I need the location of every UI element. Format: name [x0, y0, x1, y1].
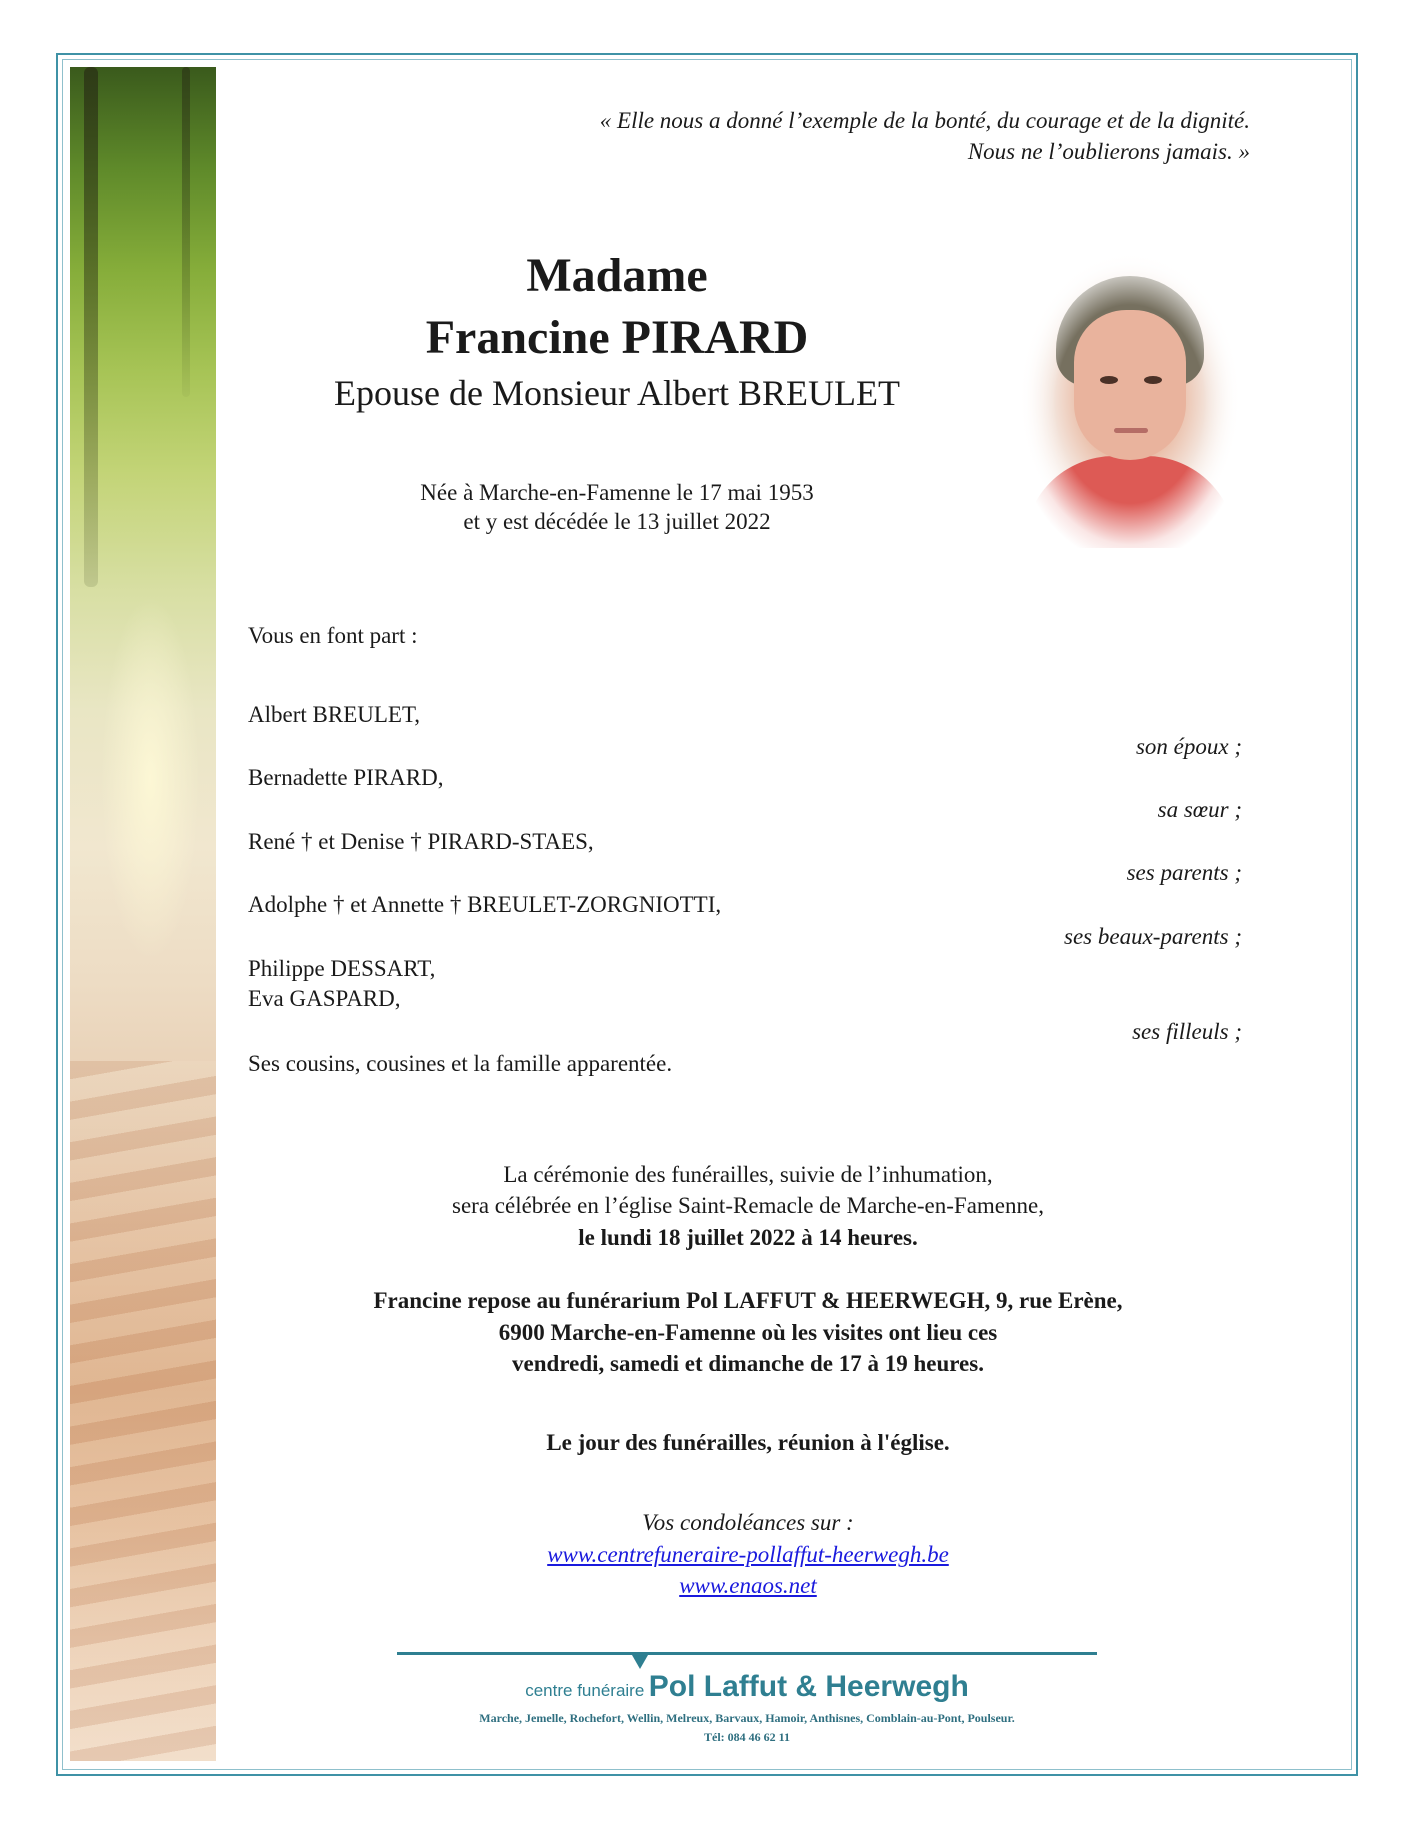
deceased-name: Francine PIRARD [425, 311, 809, 364]
condolences-link-enaos[interactable]: www.enaos.net [679, 1573, 817, 1598]
deceased-portrait [1016, 248, 1244, 548]
quote-line-1: « Elle nous a donné l’exemple de la bonté, du courage et de la dignité. [599, 108, 1250, 133]
quote-line-2: Nous ne l’oublierons jamais. » [967, 139, 1250, 164]
forest-path-photo [70, 67, 216, 1761]
forest-path-decoration [70, 1061, 216, 1761]
footer-logo-brand: Pol Laffut & Heerwegh [648, 1670, 969, 1703]
relative-role: son époux ; [1135, 734, 1242, 759]
footer-towns: Marche, Jemelle, Rochefort, Wellin, Melreux, Barvaux, Hamoir, Anthisnes, Comblain-au-Pont, Poulseur. [479, 1711, 1015, 1725]
relative-role: sa sœur ; [1157, 797, 1242, 822]
tree-trunk-decoration [182, 67, 190, 397]
ceremony-line-2: sera célébrée en l’église Saint-Remacle de Marche-en-Famenne, [452, 1193, 1044, 1218]
portrait-vignette [1016, 248, 1244, 548]
visits-line-3: vendredi, samedi et dimanche de 17 à 19 heures. [512, 1351, 984, 1376]
relative-role: ses parents ; [1126, 860, 1242, 885]
meeting-note: Le jour des funérailles, réunion à l'église. [546, 1430, 950, 1455]
relative-role: ses filleuls ; [1132, 1019, 1242, 1044]
condolences-label: Vos condoléances sur : [642, 1510, 854, 1535]
visits-line-1: Francine repose au funérarium Pol LAFFUT & HEERWEGH, 9, rue Erène, [373, 1288, 1123, 1313]
birth-line: Née à Marche-en-Famenne le 17 mai 1953 [420, 480, 814, 505]
visits-line-2: 6900 Marche-en-Famenne où les visites ont lieu ces [498, 1320, 998, 1345]
tree-trunk-decoration [84, 67, 98, 587]
footer-logo [397, 1670, 1097, 1704]
announcement-lead: Vous en font part : [248, 623, 418, 648]
relative-name: Eva GASPARD, [248, 986, 401, 1011]
footer-divider [397, 1652, 1097, 1655]
ceremony-date: le lundi 18 juillet 2022 à 14 heures. [578, 1225, 918, 1250]
relative-name: Philippe DESSART, [248, 956, 436, 981]
relative-name: Albert BREULET, [248, 702, 421, 727]
footer-logo-prefix: centre funéraire [525, 1681, 645, 1700]
death-line: et y est décédée le 13 juillet 2022 [463, 509, 771, 534]
relative-role: ses beaux-parents ; [1064, 924, 1242, 949]
announcement-closing: Ses cousins, cousines et la famille apparentée. [248, 1051, 673, 1076]
condolences-link-funeral-center[interactable]: www.centrefuneraire-pollaffut-heerwegh.be [547, 1542, 949, 1567]
footer-phone: Tél: 084 46 62 11 [704, 1730, 790, 1744]
deceased-spouse: Epouse de Monsieur Albert BREULET [334, 373, 900, 413]
relative-name: Bernadette PIRARD, [248, 765, 444, 790]
footer-arrow-icon [632, 1655, 648, 1669]
deceased-salutation: Madame [526, 249, 708, 302]
ceremony-line-1: La cérémonie des funérailles, suivie de l’inhumation, [503, 1162, 993, 1187]
relative-name: Adolphe † et Annette † BREULET-ZORGNIOTTI, [248, 892, 722, 917]
relative-name: René † et Denise † PIRARD-STAES, [248, 829, 594, 854]
